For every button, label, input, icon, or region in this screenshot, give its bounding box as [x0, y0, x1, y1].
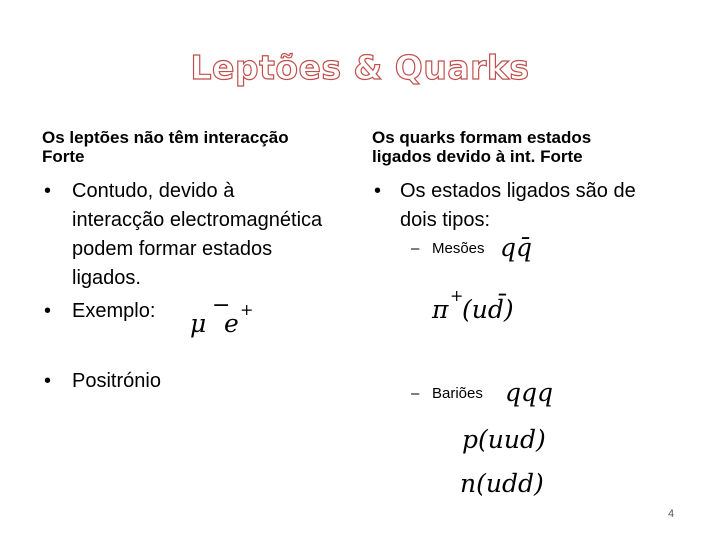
meson-formula: qq̄ — [500, 233, 533, 262]
right-heading-line: ligados devido à int. Forte — [372, 147, 583, 166]
page-number: 4 — [668, 508, 675, 520]
bullet-line: ligados. — [72, 267, 141, 289]
bullet-line: podem formar estados — [72, 238, 273, 260]
left-bullet-1 — [72, 177, 322, 293]
left-heading-line: Os leptões não têm interacção — [42, 128, 289, 147]
example-formula — [190, 293, 270, 342]
baryon-formula: qqq — [505, 378, 554, 407]
formula-minus: − — [212, 293, 231, 318]
sub-dash: – — [411, 240, 420, 257]
right-heading-line: Os quarks formam estados — [372, 128, 592, 147]
bullet-line: Os estados ligados são de — [400, 180, 636, 202]
sub-item-mesons: Mesões — [432, 240, 485, 257]
left-heading — [42, 128, 289, 166]
meson-example — [432, 288, 542, 330]
formula-plus: + — [450, 286, 464, 305]
left-bullet-2: Exemplo: — [72, 300, 156, 322]
formula-quark-content: (ud̄) — [462, 295, 514, 324]
bullet-marker: • — [44, 370, 52, 392]
right-bullet-1 — [400, 177, 636, 235]
formula-plus: + — [240, 300, 254, 319]
baryon-example-neutron: n(udd) — [460, 469, 544, 498]
slide-title: Leptões & Quarks — [190, 48, 530, 87]
bullet-line: dois tipos: — [400, 209, 491, 231]
bullet-marker: • — [374, 180, 382, 202]
bullet-marker: • — [44, 300, 52, 322]
right-heading — [372, 128, 591, 166]
sub-dash: – — [411, 385, 420, 402]
bullet-marker: • — [44, 180, 52, 202]
bullet-line: interacção electromagnética — [72, 209, 323, 231]
left-heading-line: Forte — [42, 147, 85, 166]
baryon-example-proton: p(uud) — [462, 425, 546, 454]
formula-pi: π — [432, 295, 449, 324]
formula-mu: μ — [190, 309, 207, 338]
sub-item-baryons: Bariões — [432, 385, 483, 402]
left-bullet-3: Positrónio — [72, 370, 161, 392]
bullet-line: Contudo, devido à — [72, 180, 235, 202]
formula-e: e — [224, 309, 239, 338]
